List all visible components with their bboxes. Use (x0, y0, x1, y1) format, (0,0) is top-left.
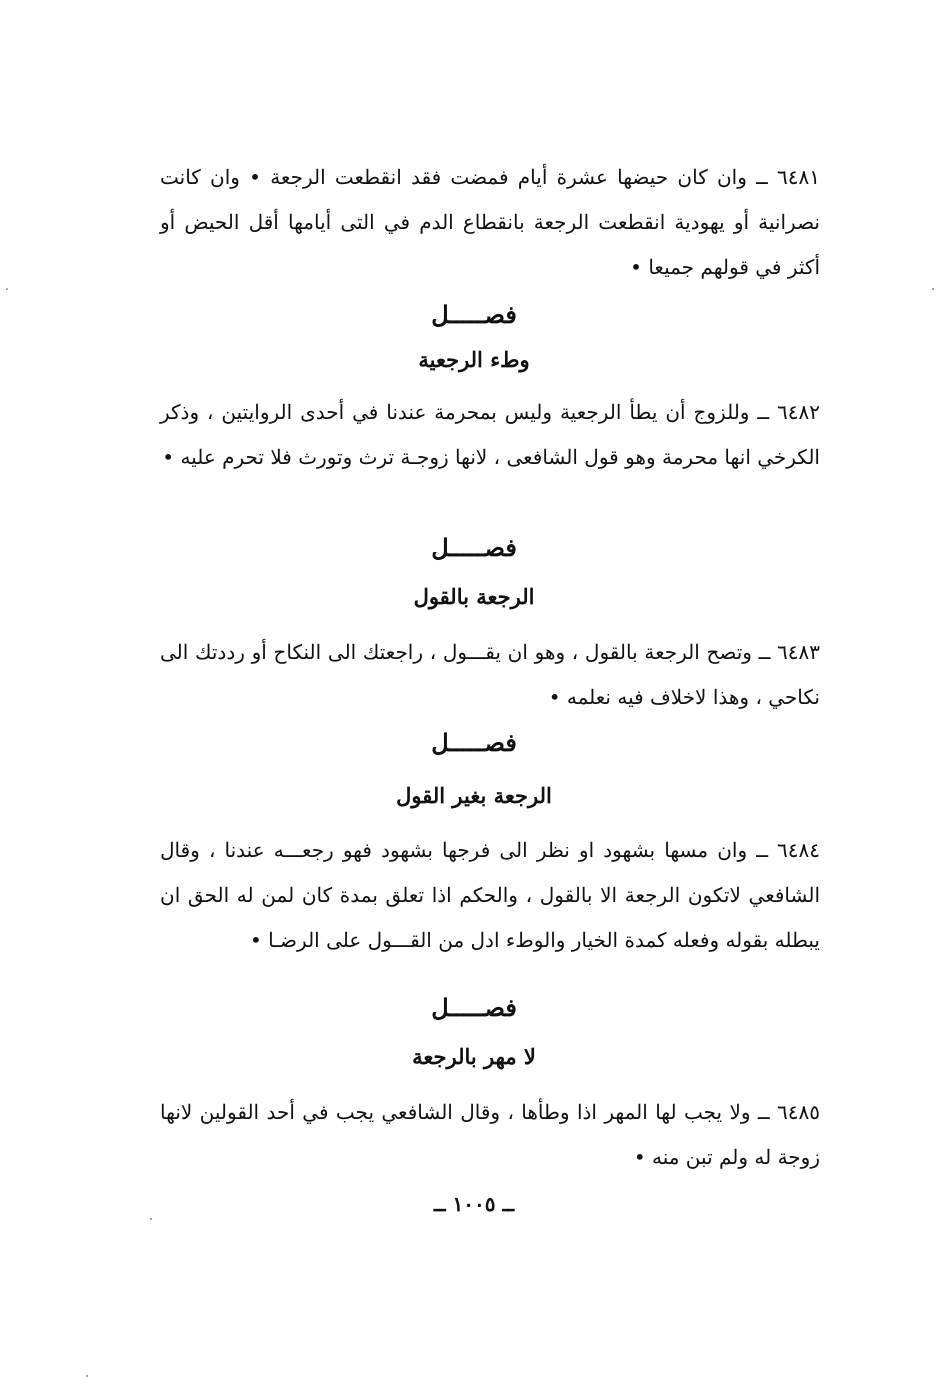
section-title-2: الرجعة بالقول (413, 584, 535, 609)
paragraph-6484: ٦٤٨٤ ــ وان مسها بشهود او نظر الى فرجها بشهود فهو رجعـــه عندنا ، وقال الشافعي لاتكون الرجعة الا بالقول ، والحكم اذا تعلق بمدة كان لمن له الحق ان يبطله بقوله وفعله كمدة الخيار والوطء ادل من القـــول على الرضـا • (160, 838, 820, 952)
scan-speck (150, 1218, 152, 1220)
section-heading-1: فصـــــل (431, 300, 517, 329)
section-heading-4: فصـــــل (431, 993, 517, 1022)
section-title-4: لا مهر بالرجعة (412, 1044, 536, 1069)
scan-speck (932, 288, 934, 290)
scan-speck (6, 288, 8, 290)
section-heading-2: فصـــــل (431, 533, 517, 562)
section-title-3: الرجعة بغير القول (396, 783, 552, 808)
paragraph-6482: ٦٤٨٢ ــ وللزوج أن يطأ الرجعية وليس بمحرمة عندنا في أحدى الروايتين ، وذكر الكرخي انها محرمة وهو قول الشافعى ، لانها زوجـة ترث وتورث فلا تحرم عليه • (160, 400, 820, 469)
paragraph-6485: ٦٤٨٥ ــ ولا يجب لها المهر اذا وطأها ، وقال الشافعي يجب في أحد القولين لانها زوجة له ولم تبن منه • (160, 1100, 820, 1169)
page-number: ــ ١٠٠٥ ــ (433, 1192, 515, 1216)
section-heading-3: فصـــــل (431, 728, 517, 757)
section-title-1: وطء الرجعية (418, 347, 530, 372)
paragraph-6481: ٦٤٨١ ــ وان كان حيضها عشرة أيام فمضت فقد انقطعت الرجعة • وان كانت نصرانية أو يهودية انقطعت الرجعة بانقطاع الدم في التى أيامها أقل الحيض أو أكثر في قولهم جميعا • (160, 165, 820, 279)
paragraph-6483: ٦٤٨٣ ــ وتصح الرجعة بالقول ، وهو ان يقـــول ، راجعتك الى النكاح أو رددتك الى نكاحي ، وهذا لاخلاف فيه نعلمه • (160, 640, 820, 709)
